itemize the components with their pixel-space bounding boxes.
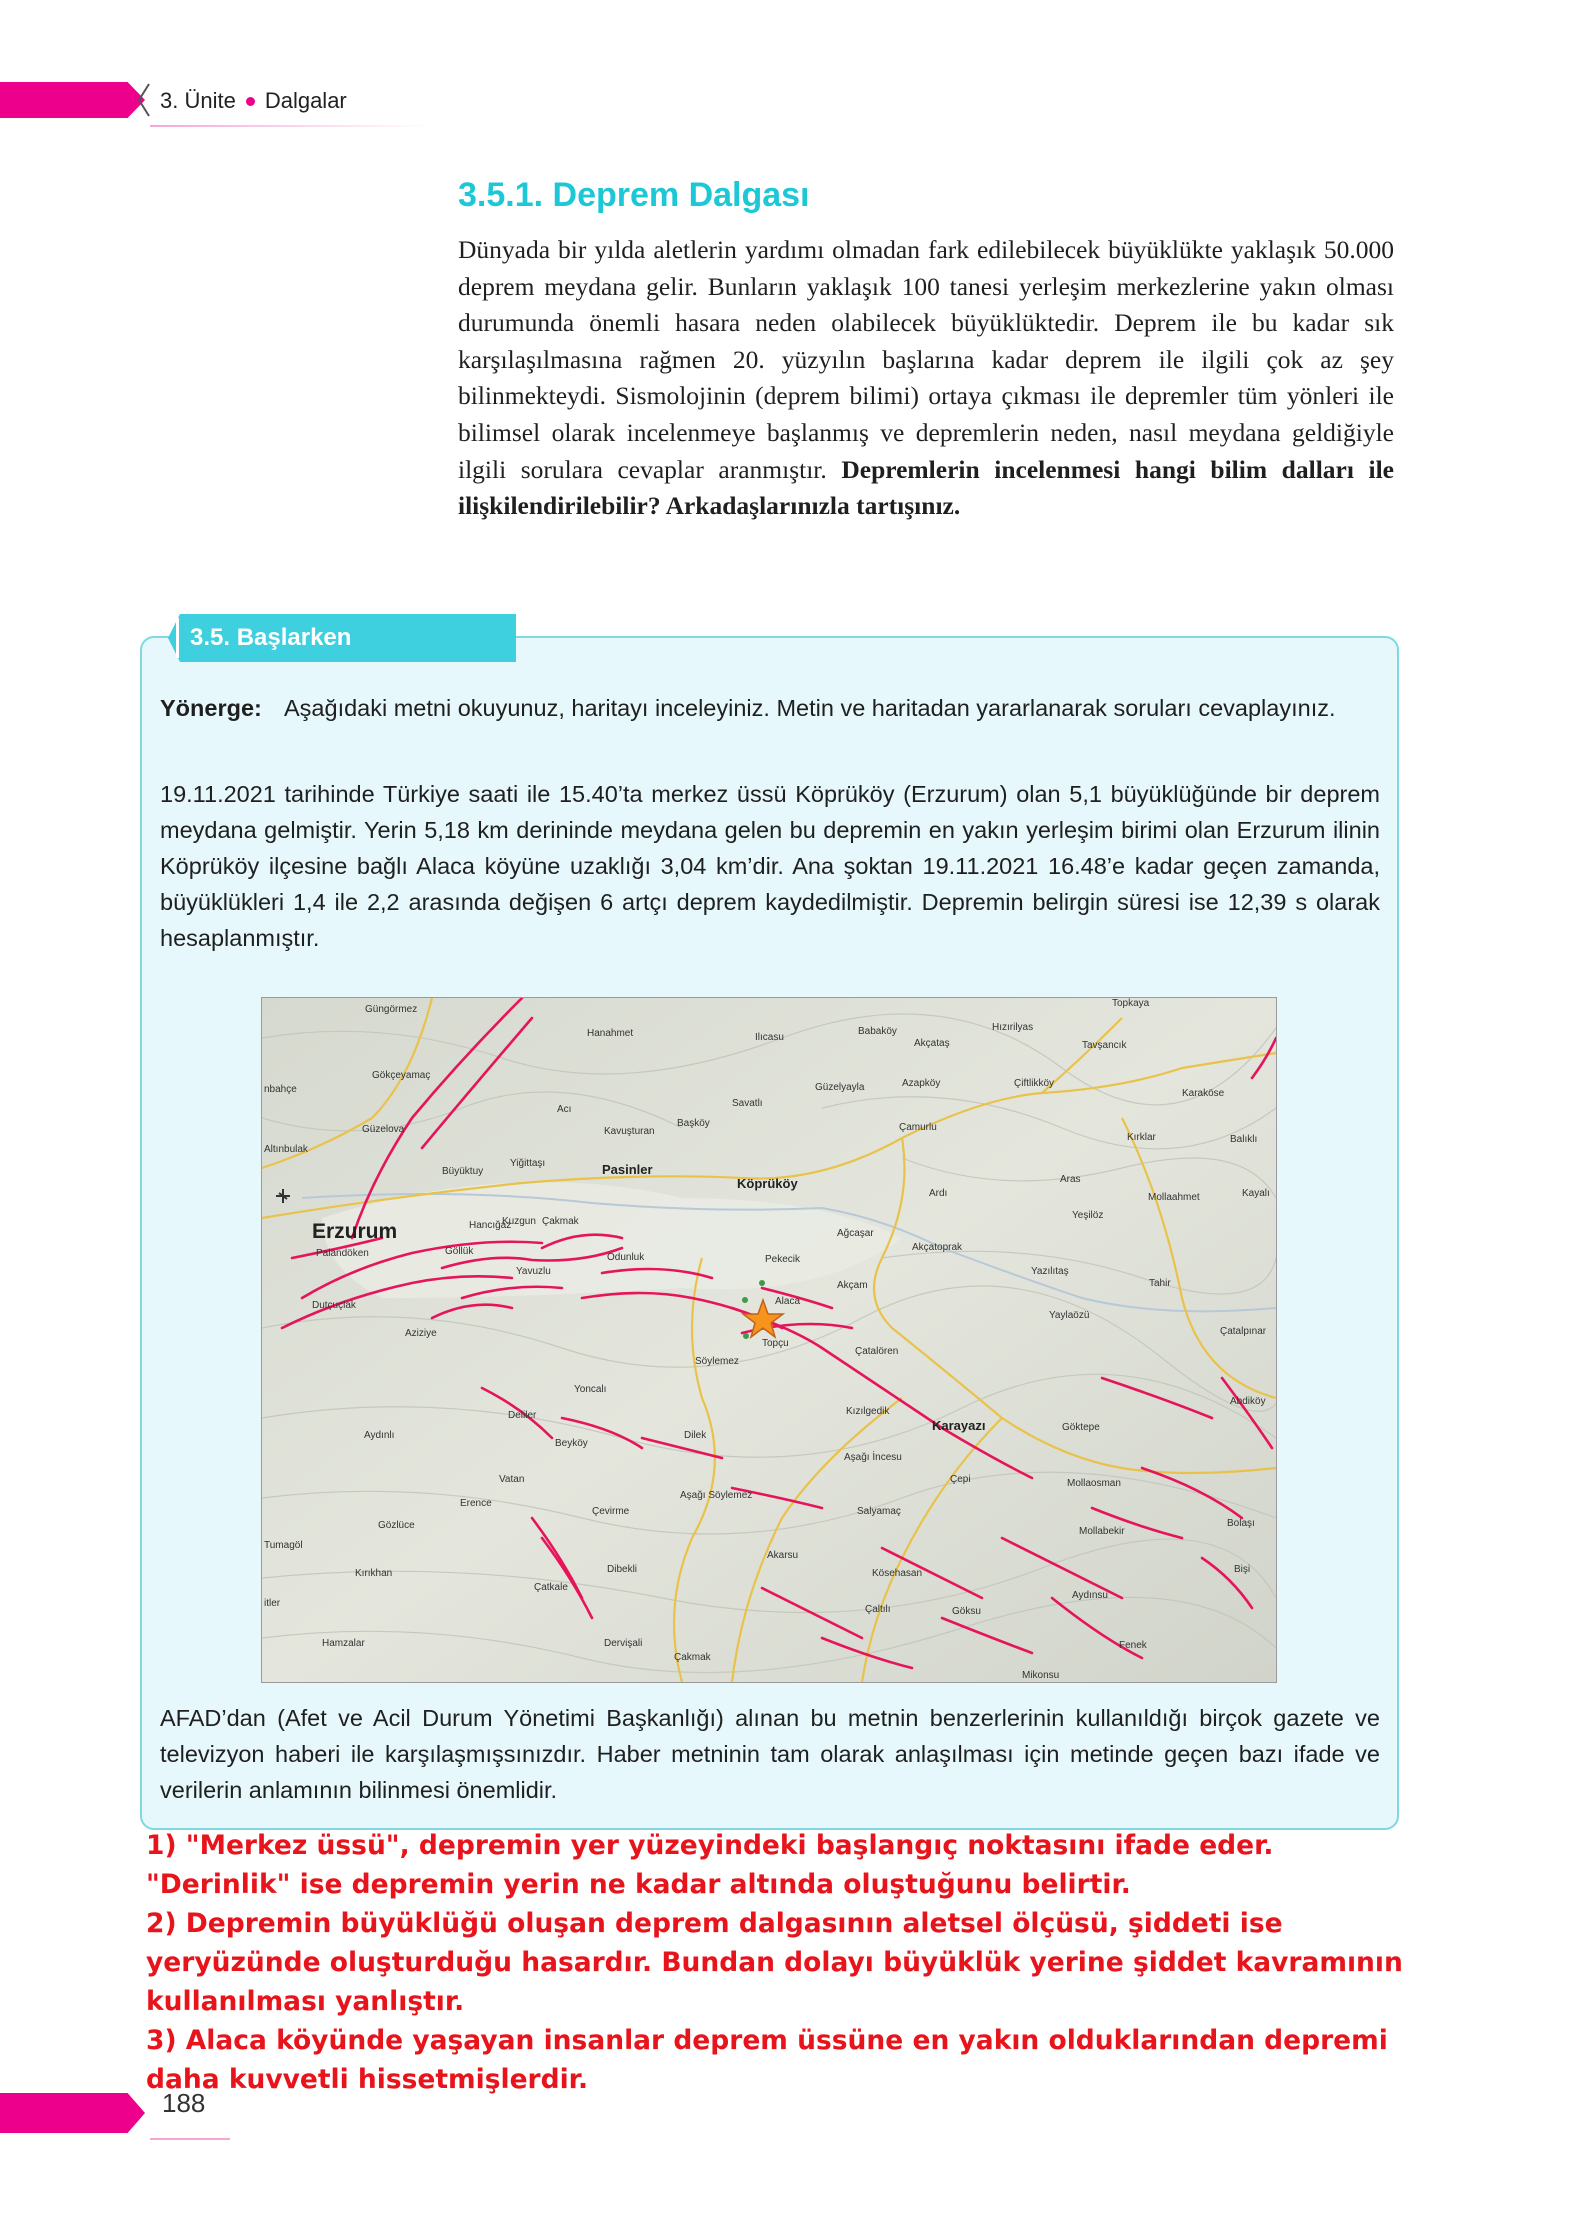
map-label: Çatkale bbox=[534, 1582, 568, 1593]
earthquake-map bbox=[261, 997, 1277, 1683]
header-accent-bar bbox=[0, 82, 145, 118]
footer-divider bbox=[150, 2138, 230, 2140]
map-label: Alaca bbox=[775, 1296, 801, 1307]
map-label: Kuzgun bbox=[502, 1216, 536, 1227]
map-label: Çevirme bbox=[592, 1506, 630, 1517]
map-label: Tumagöl bbox=[264, 1540, 303, 1551]
map-label: Abdiköy bbox=[1230, 1396, 1266, 1407]
map-label: Ardı bbox=[929, 1188, 948, 1199]
map-label: Yiğittaşı bbox=[510, 1158, 546, 1169]
instruction-text: Aşağıdaki metni okuyunuz, haritayı inceleyiniz. Metin ve haritadan yararlanarak soruları cevaplayınız. bbox=[284, 695, 1336, 721]
footer-accent-bar bbox=[0, 2093, 145, 2133]
section-title: 3.5.1. Deprem Dalgası bbox=[458, 176, 810, 214]
map-label: Çakmak bbox=[542, 1216, 579, 1227]
map-label: Çamurlu bbox=[899, 1122, 937, 1133]
map-label: Güzelyayla bbox=[815, 1082, 865, 1093]
map-label: Gökçeyamaç bbox=[372, 1070, 431, 1081]
map-label: Akçam bbox=[837, 1280, 868, 1291]
map-label: Yazılıtaş bbox=[1031, 1266, 1069, 1277]
answer-2: 2) Depremin büyüklüğü oluşan deprem dalgasının aletsel ölçüsü, şiddeti ise yeryüzünde oluşturduğu hasardır. Bundan dolayı büyüklük yerine şiddet kavramının kullanılması yanlıştır. bbox=[146, 1908, 1403, 2017]
map-label: Çepi bbox=[950, 1474, 971, 1485]
map-label: Başköy bbox=[677, 1118, 710, 1129]
map-label: Çatalpınar bbox=[1220, 1326, 1267, 1337]
map-label: Yaylaözü bbox=[1049, 1310, 1090, 1321]
map-label: Pekecik bbox=[765, 1254, 801, 1265]
map-label: Söylemez bbox=[695, 1356, 739, 1367]
map-label: Yeşilöz bbox=[1072, 1210, 1104, 1221]
map-label: Aşağı İncesu bbox=[844, 1452, 902, 1463]
map-label: Erence bbox=[460, 1498, 492, 1509]
bullet-icon bbox=[246, 97, 255, 106]
map-label: Mollaosman bbox=[1067, 1478, 1121, 1489]
map-label: Vatan bbox=[499, 1474, 525, 1485]
map-label: Erzurum bbox=[312, 1220, 398, 1243]
news-paragraph: 19.11.2021 tarihinde Türkiye saati ile 15.40’ta merkez üssü Köprüköy (Erzurum) olan 5,1 büyüklüğünde bir deprem meydana gelmiştir. Yerin 5,18 km derininde meydana gelen bu depremin en yakın yerleşim birimi olan Erzurum ilinin Köprüköy ilçesine bağlı Alaca köyüne uzaklığı 3,04 km’dir. Ana şoktan 19.11.2021 16.48’e kadar geçen zamanda, büyüklükleri 1,4 ile 2,2 arasında değişen 6 artçı deprem kaydedilmiştir. Depremin belirgin süresi ise 12,39 s olarak hesaplanmıştır. bbox=[160, 781, 1380, 951]
answer-3: 3) Alaca köyünde yaşayan insanlar deprem üssüne en yakın olduklarından depremi daha kuvvetli hissetmişlerdir. bbox=[146, 2025, 1388, 2095]
map-label: Köprüköy bbox=[737, 1176, 798, 1191]
map-label: Kösehasan bbox=[872, 1568, 923, 1579]
map-label: Bolaşı bbox=[1227, 1518, 1255, 1529]
map-label: Güzelova bbox=[362, 1124, 405, 1135]
map-label: Azapköy bbox=[902, 1078, 941, 1089]
breadcrumb bbox=[160, 88, 347, 114]
page-number: 188 bbox=[162, 2088, 206, 2118]
map-label: Balıklı bbox=[1230, 1134, 1258, 1145]
map-label: Dervişali bbox=[604, 1638, 643, 1649]
answer-1: 1) "Merkez üssü", depremin yer yüzeyindeki başlangıç noktasını ifade eder. "Derinlik" ise depremin yerin ne kadar altında oluştuğunu belirtir. bbox=[146, 1830, 1274, 1900]
topic-label: Dalgalar bbox=[264, 88, 347, 113]
map-label: Ilıcasu bbox=[755, 1032, 784, 1043]
map-label: Ağcaşar bbox=[837, 1228, 874, 1239]
map-label: Aydınlı bbox=[364, 1430, 395, 1441]
intro-paragraph bbox=[458, 232, 1394, 525]
header-divider bbox=[150, 125, 430, 127]
map-label: Hanahmet bbox=[587, 1028, 634, 1039]
map-label: Aşağı Söylemez bbox=[680, 1490, 753, 1501]
map-label: Çakmak bbox=[674, 1652, 711, 1663]
unit-label: 3. Ünite bbox=[160, 88, 236, 113]
intro-question: Depremlerin incelenmesi hangi bilim dalları ile ilişkilendirilebilir? Arkadaşlarınızla tartışınız. bbox=[458, 454, 1394, 521]
map-label: Kızılgedik bbox=[846, 1406, 890, 1417]
map-label: Çatalören bbox=[855, 1346, 899, 1357]
map-label: Tahir bbox=[1149, 1278, 1171, 1289]
map-label: Karaköse bbox=[1182, 1088, 1225, 1099]
map-label: Mollabekir bbox=[1079, 1526, 1125, 1537]
map-label: Topkaya bbox=[1112, 998, 1150, 1009]
map-label: Aziziye bbox=[405, 1328, 437, 1339]
answers-block bbox=[146, 1826, 1426, 2099]
map-label: Tavşancık bbox=[1082, 1040, 1127, 1051]
map-label: Gözlüce bbox=[378, 1520, 415, 1531]
map-label: Hamzalar bbox=[322, 1638, 365, 1649]
map-label: Göksu bbox=[952, 1606, 981, 1617]
map-label: Salyamaç bbox=[857, 1506, 901, 1517]
afad-paragraph: AFAD’dan (Afet ve Acil Durum Yönetimi Başkanlığı) alınan bu metnin benzerlerinin kullanıldığı birçok gazete ve televizyon haberi ile karşılaşmışsınızdır. Haber metninin tam olarak anlaşılması için metinde geçen bazı ifade ve verilerin anlamının bilinmesi önemlidir. bbox=[160, 1705, 1380, 1803]
map-label: Akçataş bbox=[914, 1038, 950, 1049]
map-label: nbahçe bbox=[264, 1084, 297, 1095]
map-label: Kırklar bbox=[1127, 1132, 1156, 1143]
map-label: itler bbox=[264, 1598, 281, 1609]
map-label: Mollaahmet bbox=[1148, 1192, 1200, 1203]
map-label: Fenek bbox=[1119, 1640, 1147, 1651]
instruction-label: Yönerge: bbox=[160, 695, 262, 721]
map-label: Göktepe bbox=[1062, 1422, 1100, 1433]
map-label: Karayazı bbox=[932, 1418, 986, 1433]
map-label: Kavuşturan bbox=[604, 1126, 655, 1137]
map-label: Çaltılı bbox=[865, 1604, 891, 1615]
map-label: Altınbulak bbox=[264, 1144, 308, 1155]
map-label: Kayalı bbox=[1242, 1188, 1270, 1199]
map-label: Pasinler bbox=[602, 1162, 653, 1177]
map-label: Kırıkhan bbox=[355, 1568, 393, 1579]
map-label: Bişi bbox=[1234, 1564, 1251, 1575]
map-label: Odunluk bbox=[607, 1252, 645, 1263]
activity-tab-label: 3.5. Başlarken bbox=[190, 624, 352, 651]
map-label: Hancığaz bbox=[469, 1220, 512, 1231]
map-label: Dibekli bbox=[607, 1564, 638, 1575]
map-label: Deliler bbox=[508, 1410, 537, 1421]
map-label: Yoncalı bbox=[574, 1384, 607, 1395]
map-label: Güngörmez bbox=[365, 1004, 418, 1015]
map-label: Büyüktuy bbox=[442, 1166, 484, 1177]
map-label: Savatlı bbox=[732, 1098, 763, 1109]
map-label: Çiftlikköy bbox=[1014, 1078, 1055, 1089]
map-label: Hızırilyas bbox=[992, 1022, 1034, 1033]
map-label: Dutçuçlak bbox=[312, 1300, 356, 1311]
map-label: Göllük bbox=[445, 1246, 474, 1257]
intro-text: Dünyada bir yılda aletlerin yardımı olmadan fark edilebilecek büyüklükte yaklaşık 50.000 deprem meydana gelir. Bunların yaklaşık 100 tanesi yerleşim merkezlerine yakın olması durumunda önemli hasara neden olabilecek büyüklüktedir. Deprem ile bu kadar sık karşılaşılmasına rağmen 20. yüzyılın başlarına kadar deprem ile ilgili çok az şey bilinmekteydi. Sismolojinin (deprem bilimi) ortaya çıkması ile depremler tüm yönleri ile bilimsel olarak incelenmeye başlanmış ve depremlerin neden, nasıl meydana geldiğiyle ilgili sorulara cevaplar aranmıştır. bbox=[458, 235, 1394, 484]
map-label: Aras bbox=[1060, 1174, 1081, 1185]
map-label: Akçatoprak bbox=[912, 1242, 963, 1253]
map-label: Topçu bbox=[762, 1338, 789, 1349]
map-label: Yavuzlu bbox=[516, 1266, 551, 1277]
map-label: Beyköy bbox=[555, 1438, 588, 1449]
map-label: Acı bbox=[557, 1104, 572, 1115]
map-label: Palandöken bbox=[316, 1248, 369, 1259]
map-label: Dilek bbox=[684, 1430, 707, 1441]
map-label: Aydınsu bbox=[1072, 1590, 1108, 1601]
map-label: Mikonsu bbox=[1022, 1670, 1060, 1681]
map-label: Babaköy bbox=[858, 1026, 897, 1037]
map-label: Akarsu bbox=[767, 1550, 799, 1561]
